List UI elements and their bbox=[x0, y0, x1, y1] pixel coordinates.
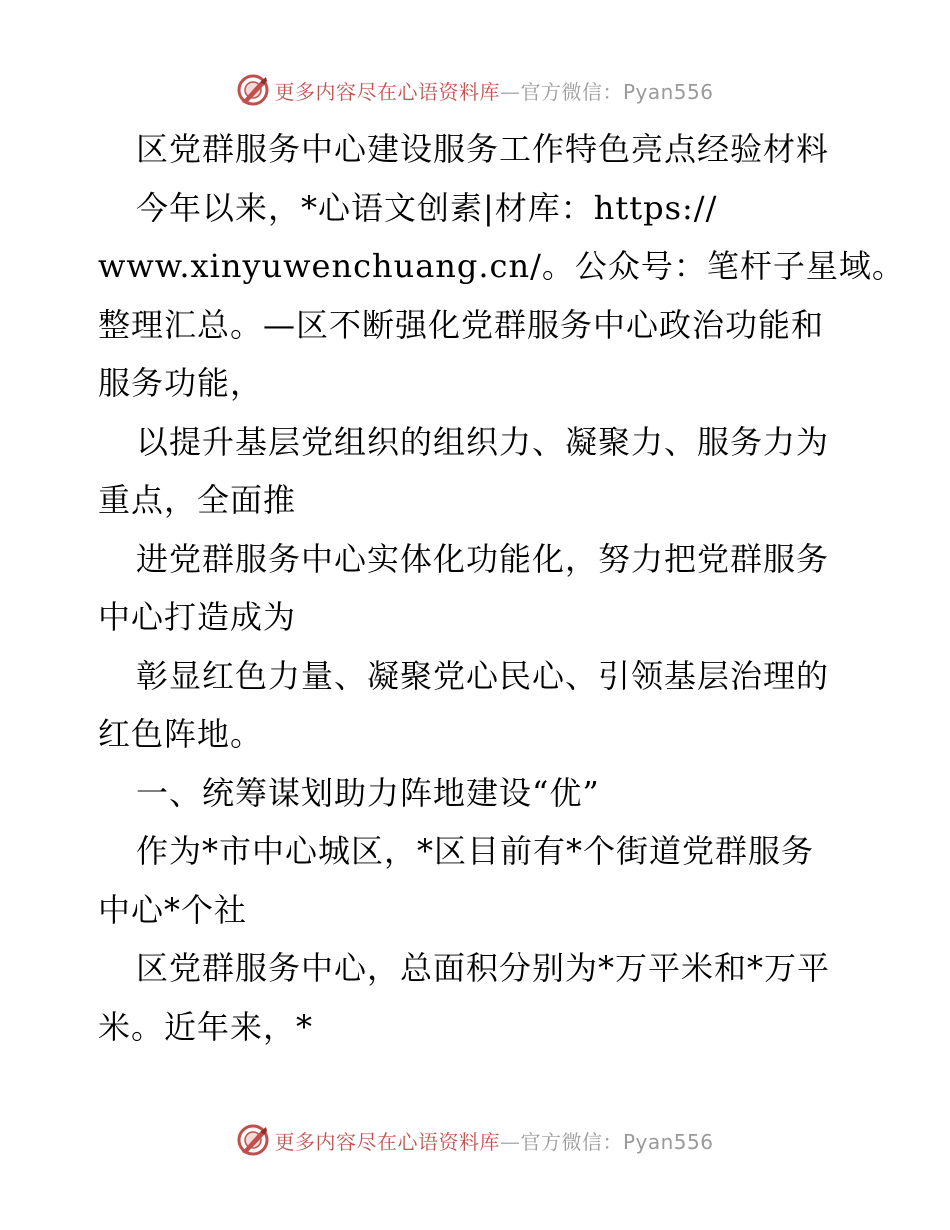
watermark-text: 更多内容尽在心语资料库—官方微信：Pyan556 bbox=[274, 79, 714, 104]
document-body bbox=[98, 120, 905, 1056]
document-title: 区党群服务中心建设服务工作特色亮点经验材料 bbox=[136, 130, 830, 168]
paragraph-line: 米。近年来，* bbox=[98, 1007, 314, 1046]
paragraph-line: 中心*个社 bbox=[98, 890, 248, 929]
paragraph-line: 进党群服务中心实体化功能化，努力把党群服务 bbox=[136, 539, 830, 578]
pen-logo-icon bbox=[236, 73, 270, 107]
paragraph-line: 中心打造成为 bbox=[98, 598, 297, 636]
paragraph-line: 今年以来，*心语文创素|材库：https:// bbox=[136, 188, 718, 227]
paragraph-line: 以提升基层党组织的组织力、凝聚力、服务力为 bbox=[136, 422, 830, 461]
footer-watermark bbox=[0, 1122, 950, 1158]
paragraph-line: 整理汇总。—区不断强化党群服务中心政治功能和 bbox=[98, 305, 825, 344]
paragraph-line: 区党群服务中心，总面积分别为*万平米和*万平 bbox=[136, 949, 831, 987]
header-watermark bbox=[0, 72, 950, 108]
paragraph-line: 服务功能， bbox=[98, 364, 264, 402]
paragraph-line: 重点，全面推 bbox=[98, 481, 297, 519]
pen-logo-icon bbox=[236, 1123, 270, 1157]
watermark-text: 更多内容尽在心语资料库—官方微信：Pyan556 bbox=[274, 1129, 714, 1154]
paragraph-line: 作为*市中心城区，*区目前有*个街道党群服务 bbox=[136, 832, 815, 870]
paragraph-line: 彰显红色力量、凝聚党心民心、引领基层治理的 bbox=[136, 656, 830, 695]
section-heading: 一、统筹谋划助力阵地建设“优” bbox=[136, 773, 600, 812]
paragraph-line: www.xinyuwenchuang.cn/。公众号：笔杆子星域。 bbox=[98, 247, 905, 285]
paragraph-line: 红色阵地。 bbox=[98, 715, 264, 753]
